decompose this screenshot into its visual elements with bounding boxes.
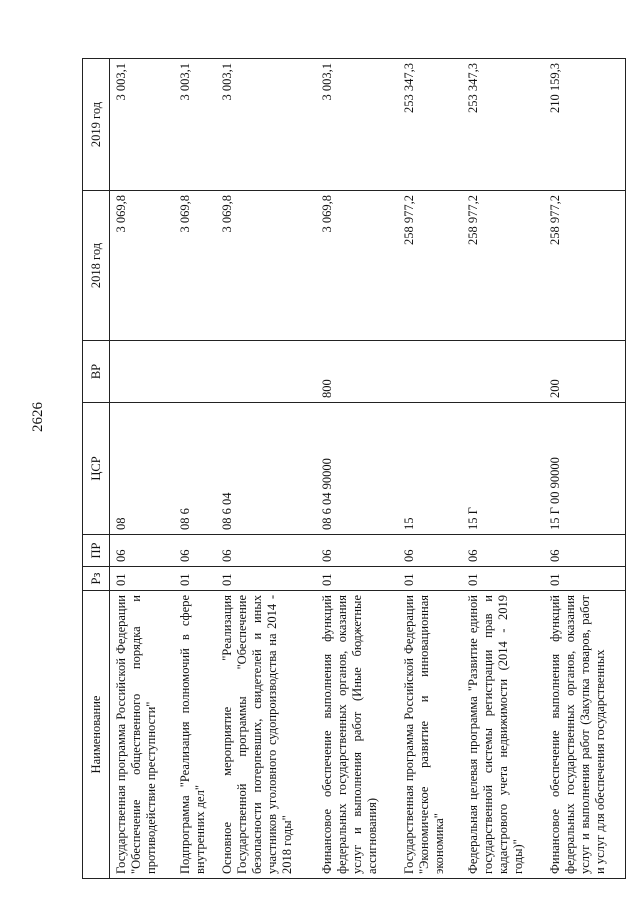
header-name: Наименование bbox=[83, 591, 110, 879]
row-pr: 06 bbox=[110, 535, 174, 567]
budget-table bbox=[82, 58, 626, 879]
row-name: Основное мероприятие "Реализация Государственной программы "Обеспечение безопасности потерпевших, свидетелей и иных участников уголовного судопроизводства на 2014 - 2018 годы" bbox=[216, 591, 316, 879]
page-number: 2626 bbox=[30, 402, 46, 432]
table-row bbox=[216, 59, 316, 879]
row-csr: 08 bbox=[110, 403, 174, 535]
row-vr bbox=[462, 341, 544, 403]
row-rz: 01 bbox=[110, 567, 174, 591]
row-csr: 15 bbox=[398, 403, 462, 535]
row-2018: 3 069,8 bbox=[110, 191, 174, 341]
row-2018: 3 069,8 bbox=[216, 191, 316, 341]
row-pr: 06 bbox=[398, 535, 462, 567]
table-row bbox=[398, 59, 462, 879]
header-rz: Рз bbox=[83, 567, 110, 591]
row-csr: 15 Г 00 90000 bbox=[544, 403, 626, 535]
table-header-row bbox=[83, 59, 110, 879]
row-vr bbox=[110, 341, 174, 403]
row-2019: 3 003,1 bbox=[316, 59, 398, 191]
row-name: Подпрограмма "Реализация полномочий в сфере внутренних дел" bbox=[174, 591, 216, 879]
table-row bbox=[462, 59, 544, 879]
row-rz: 01 bbox=[462, 567, 544, 591]
row-name: Федеральная целевая программа "Развитие единой государственной системы регистрации прав и кадастрового учета недвижимости (2014 - 2019 годы)" bbox=[462, 591, 544, 879]
row-pr: 06 bbox=[462, 535, 544, 567]
row-2018: 3 069,8 bbox=[316, 191, 398, 341]
table-row bbox=[110, 59, 174, 879]
row-pr: 06 bbox=[174, 535, 216, 567]
row-csr: 08 6 bbox=[174, 403, 216, 535]
header-2018: 2018 год bbox=[83, 191, 110, 341]
row-2019: 210 159,3 bbox=[544, 59, 626, 191]
row-vr: 200 bbox=[544, 341, 626, 403]
header-2019: 2019 год bbox=[83, 59, 110, 191]
row-2019: 253 347,3 bbox=[462, 59, 544, 191]
row-2018: 3 069,8 bbox=[174, 191, 216, 341]
row-vr: 800 bbox=[316, 341, 398, 403]
table-row bbox=[316, 59, 398, 879]
row-rz: 01 bbox=[398, 567, 462, 591]
row-rz: 01 bbox=[316, 567, 398, 591]
row-2019: 3 003,1 bbox=[216, 59, 316, 191]
row-pr: 06 bbox=[316, 535, 398, 567]
row-name: Государственная программа Российской Федерации "Экономическое развитие и инновационная экономика" bbox=[398, 591, 462, 879]
row-rz: 01 bbox=[544, 567, 626, 591]
row-rz: 01 bbox=[174, 567, 216, 591]
row-name: Финансовое обеспечение выполнения функций федеральных государственных органов, оказания услуг и выполнения работ (Закупка товаров, работ и услуг для обеспечения государственных bbox=[544, 591, 626, 879]
row-vr bbox=[398, 341, 462, 403]
row-rz: 01 bbox=[216, 567, 316, 591]
table-row bbox=[544, 59, 626, 879]
table-row bbox=[174, 59, 216, 879]
row-2019: 3 003,1 bbox=[110, 59, 174, 191]
row-2018: 258 977,2 bbox=[398, 191, 462, 341]
row-2019: 253 347,3 bbox=[398, 59, 462, 191]
row-2019: 3 003,1 bbox=[174, 59, 216, 191]
row-2018: 258 977,2 bbox=[462, 191, 544, 341]
row-vr bbox=[216, 341, 316, 403]
row-csr: 15 Г bbox=[462, 403, 544, 535]
row-name: Государственная программа Российской Федерации "Обеспечение общественного порядка и противодействие преступности" bbox=[110, 591, 174, 879]
header-csr: ЦСР bbox=[83, 403, 110, 535]
row-2018: 258 977,2 bbox=[544, 191, 626, 341]
row-name: Финансовое обеспечение выполнения функций федеральных государственных органов, оказания услуг и выполнения работ (Иные бюджетные ассигнования) bbox=[316, 591, 398, 879]
header-vr: ВР bbox=[83, 341, 110, 403]
budget-table-rotated bbox=[82, 59, 622, 879]
row-csr: 08 6 04 90000 bbox=[316, 403, 398, 535]
row-vr bbox=[174, 341, 216, 403]
header-pr: ПР bbox=[83, 535, 110, 567]
row-pr: 06 bbox=[216, 535, 316, 567]
row-pr: 06 bbox=[544, 535, 626, 567]
row-csr: 08 6 04 bbox=[216, 403, 316, 535]
